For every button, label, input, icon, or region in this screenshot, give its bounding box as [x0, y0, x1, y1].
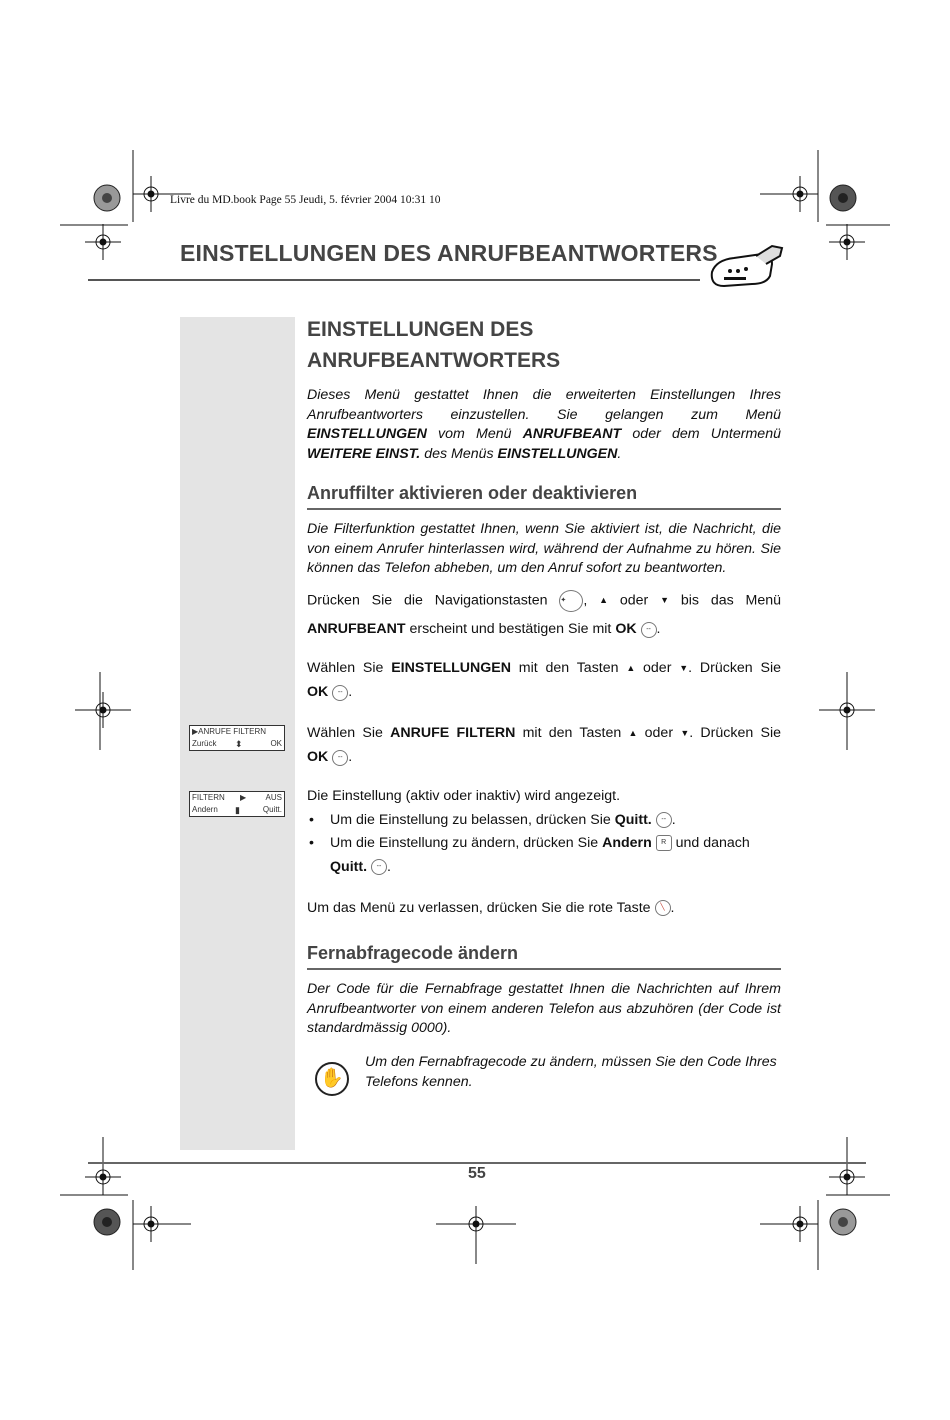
lcd-display-filtern [189, 791, 285, 817]
step-bold: OK [307, 684, 329, 701]
lcd1-title: ▶ANRUFE FILTERN [192, 727, 267, 736]
step-text: Um die Einstellung zu ändern, drücken Sie [330, 835, 603, 851]
ok-key-icon: -- [332, 685, 348, 701]
step-2-line1 [307, 656, 781, 680]
lcd2-title: FILTERN [192, 793, 225, 802]
step-text: . [348, 749, 353, 766]
step-bold: OK [615, 621, 637, 638]
step-text: erscheint und bestätigen Sie mit [405, 621, 616, 638]
lcd1-softkey-row [190, 738, 284, 750]
lcd2-state: AUS [265, 793, 282, 802]
step-text: bis das Menü [669, 592, 782, 609]
intro-text: vom Menü [426, 426, 523, 442]
ok-key-icon: -- [332, 750, 348, 766]
step-bold: Quitt. [330, 858, 368, 875]
step-text: oder [635, 660, 680, 676]
step-text: . [387, 858, 391, 875]
intro-bold: WEITERE EINST. [307, 445, 421, 462]
step-bold: EINSTELLUNGEN [391, 660, 512, 676]
step-text: . [348, 684, 353, 701]
filter-step-3 [307, 721, 781, 769]
step-text: Wählen Sie [307, 725, 391, 741]
section-title-line1: EINSTELLUNGEN DES [307, 318, 534, 341]
step-text: mit den Tasten [511, 660, 627, 676]
ok-key-icon: -- [371, 859, 387, 875]
step-3-line1 [307, 721, 781, 745]
note-hand-icon: ✋ [315, 1062, 349, 1096]
down-arrow-icon: ▼ [680, 728, 690, 739]
code-intro: Der Code für die Fernabfrage gestattet Ihnen die Nachrichten auf Ihrem Anrufbeantworter von einem anderen Telefon aus abzuhören (der Code ist standardmässig 0000). [307, 981, 781, 1036]
step-text: . Drücken Sie [688, 660, 781, 676]
lcd1-right-softkey: OK [270, 739, 282, 748]
step-text: Um das Menü zu verlassen, drücken Sie die rote Taste [307, 900, 655, 916]
lcd2-left-softkey: Andern [192, 805, 218, 814]
exit-instruction [307, 899, 781, 919]
lcd-display-anrufe-filtern [189, 725, 285, 751]
page-number: 55 [468, 1165, 486, 1182]
step-text: Wählen Sie [307, 660, 392, 676]
intro-text: des Menüs [420, 445, 498, 462]
chapter-rule [88, 279, 700, 281]
section-title [307, 314, 787, 376]
section-title-line2: ANRUFBEANTWORTERS [307, 349, 561, 372]
step-3-line2 [307, 745, 781, 769]
answering-machine-icon [706, 244, 786, 292]
lcd2-softkey-row [190, 804, 284, 816]
step-2-line2 [307, 680, 781, 704]
step-text: oder [608, 592, 661, 609]
intro-text: . [617, 445, 622, 462]
bullet-change-setting [307, 832, 781, 879]
step-bold: OK [307, 749, 329, 766]
print-slug: Livre du MD.book Page 55 Jeudi, 5. février 2004 10:31 10 [170, 194, 441, 206]
step-1-line2 [307, 615, 781, 644]
right-softkey-icon: R [656, 835, 672, 851]
step-bold: ANRUFE FILTERN [390, 725, 516, 741]
lcd2-right-softkey: Quitt. [262, 805, 282, 814]
step-text: . [656, 621, 661, 638]
intro-bold: EINSTELLUNGEN [307, 426, 427, 442]
ok-key-icon: -- [656, 812, 672, 828]
step-text: . [671, 811, 676, 828]
up-arrow-icon: ▲ [599, 595, 609, 605]
lcd2-title-row [190, 792, 284, 804]
filter-step-2 [307, 656, 781, 704]
scroll-indicator-icon: ⬍ [235, 739, 243, 749]
step-bold: Andern [602, 835, 652, 851]
step-text: mit den Tasten [515, 725, 629, 741]
step-text: , [583, 592, 600, 609]
up-arrow-icon: ▲ [628, 728, 638, 739]
page-footer-rule [88, 1162, 866, 1164]
step-text: Drücken Sie die Navigationstasten [307, 592, 560, 609]
step-bold: Quitt. [614, 811, 652, 828]
step-text: . [670, 900, 675, 916]
filter-step-4 [307, 785, 781, 879]
step-text: Um die Einstellung zu belassen, drücken Sie [330, 811, 615, 828]
step-text: und danach [671, 835, 750, 851]
filter-intro: Die Filterfunktion gestattet Ihnen, wenn Sie aktiviert ist, die Nachricht, die von einem Anrufer hinterlassen wird, während der Aufnahme zu hören. Sie können das Telefon abheben, um den Anruf sofort zu beantworten. [307, 521, 781, 576]
section-intro [307, 386, 781, 464]
scroll-indicator-icon: ▮ [235, 805, 240, 815]
step-bold: ANRUFBEANT [307, 621, 406, 638]
filter-step-1 [307, 586, 781, 644]
up-arrow-icon: ▲ [626, 663, 636, 674]
ok-key-icon: -- [641, 622, 657, 638]
code-heading: Fernabfragecode ändern [307, 943, 781, 970]
intro-text: Dieses Menü gestattet Ihnen die erweiterten Einstellungen Ihres Anrufbeantworters einzustellen. Sie gelangen zum Menü [307, 387, 781, 423]
step-4-line: Die Einstellung (aktiv oder inaktiv) wird angezeigt. [307, 788, 621, 804]
step-text: oder [637, 725, 681, 741]
intro-bold: EINSTELLUNGEN [497, 445, 618, 462]
step-1-line1 [307, 586, 781, 615]
bullet-keep-setting [307, 809, 781, 833]
step-text: . Drücken Sie [689, 725, 782, 741]
lcd1-left-softkey: Zurück [192, 739, 217, 748]
down-arrow-icon: ▼ [660, 595, 670, 605]
lcd1-title-row [190, 726, 284, 738]
filter-heading: Anruffilter aktivieren oder deaktivieren [307, 483, 781, 510]
red-hangup-key-icon: ╲ [655, 900, 671, 916]
navigation-key-icon: ✦ [559, 590, 583, 612]
intro-bold: ANRUFBEANT [522, 426, 622, 442]
down-arrow-icon: ▼ [679, 663, 689, 674]
intro-text: oder dem Untermenü [621, 426, 781, 442]
code-note: Um den Fernabfragecode zu ändern, müssen Sie den Code Ihres Telefons kennen. [365, 1054, 777, 1090]
chapter-title: EINSTELLUNGEN DES ANRUFBEANTWORTERS [180, 240, 718, 266]
lcd2-arrow-icon: ▶ [240, 793, 247, 802]
